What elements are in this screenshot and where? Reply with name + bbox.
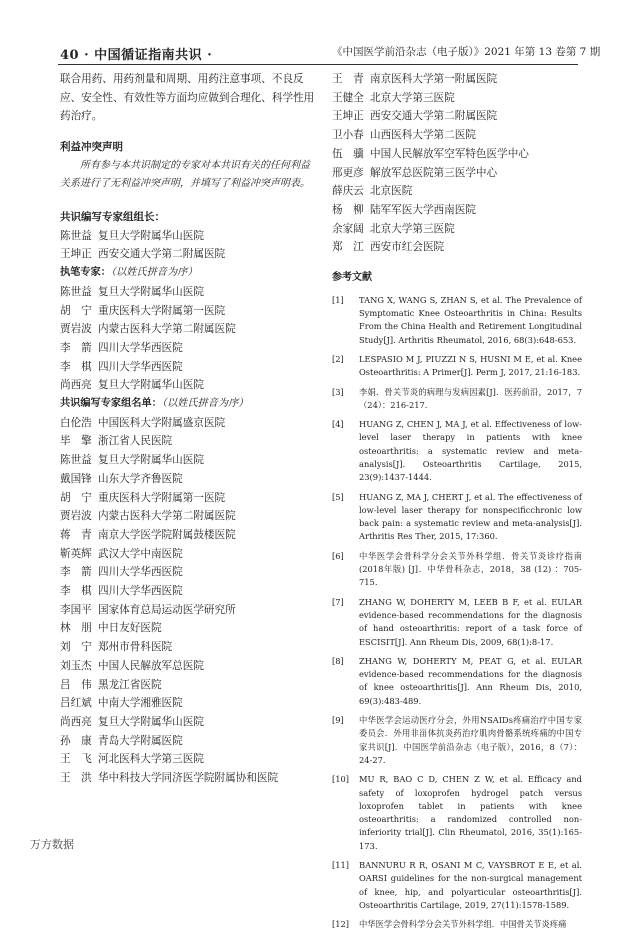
member-name: 毕 擎 — [60, 435, 92, 448]
reference-text: 中华医学会运动医疗分会，外用NSAIDs疼痛治疗中国专家委员会．外用非甾体抗炎药治疗肌肉骨骼系统疼痛的中国专家共识[J]．中国医学前沿杂志（电子版），2016，8（7）：24-27. — [359, 715, 582, 765]
member-name: 杨 柳 — [332, 203, 364, 216]
member-affiliation: 南京大学医学院附属鼓楼医院 — [98, 528, 236, 541]
member-affiliation: 四川大学华西医院 — [98, 585, 183, 598]
member-affiliation: 西安交通大学第二附属医院 — [370, 110, 498, 123]
authors-subtitle: （以姓氏拼音为序） — [110, 267, 198, 279]
member-name: 吕 伟 — [60, 678, 92, 691]
authors-list — [60, 283, 318, 395]
member-row — [60, 545, 318, 564]
member-affiliation: 国家体育总局运动医学研究所 — [98, 603, 236, 616]
member-affiliation: 中国人民解放军总医院 — [98, 659, 204, 672]
member-row — [60, 676, 318, 695]
authors-heading — [60, 264, 318, 283]
member-name: 王坤正 — [60, 248, 92, 261]
member-affiliation: 西安市红会医院 — [370, 241, 445, 254]
member-name: 陈世益 — [60, 285, 92, 298]
members-list — [60, 414, 318, 788]
member-name: 白伦浩 — [60, 416, 92, 429]
member-name: 余家阔 — [332, 222, 364, 235]
reference-number: [5] — [332, 491, 344, 502]
reference-text: TANG X, WANG S, ZHAN S, et al. The Prevalence of Symptomatic Knee Osteoarthritis in China: Results From the China Health and Retirement Longitudinal Study[J]. Arthritis Rheumatol, 2016, 68(3):648-653. — [359, 294, 582, 345]
member-row — [60, 339, 318, 358]
members-heading — [60, 395, 318, 414]
member-affiliation: 内蒙古医科大学第二附属医院 — [98, 323, 236, 336]
member-name: 王 洪 — [60, 772, 92, 785]
reference-number: [1] — [332, 294, 344, 305]
member-name: 靳英辉 — [60, 547, 92, 560]
member-row — [60, 657, 318, 676]
coi-title: 利益冲突声明 — [60, 141, 123, 154]
reference-text: ZHANG W, DOHERTY M, PEAT G, et al. EULAR evidence-based recommendations for the diagnosis of knee osteoarthritis[J]. Ann Rheum Dis, 2010, 69(3):483-489. — [359, 655, 582, 706]
member-row — [60, 582, 318, 601]
reference-number: [7] — [332, 596, 344, 607]
member-name: 贾岩波 — [60, 510, 92, 523]
page-header-left: 40 · 中国循证指南共识 · — [60, 48, 213, 63]
reference-text: 中华医学会骨科学分会关节外科学组．中国骨关节炎疼痛 — [359, 919, 567, 930]
member-name: 王 青 — [332, 73, 364, 85]
header-rule — [58, 64, 578, 65]
member-row — [332, 220, 582, 239]
member-affiliation: 青岛大学附属医院 — [98, 734, 183, 747]
member-name: 李 箭 — [60, 566, 92, 579]
member-name: 蒋 青 — [60, 528, 92, 541]
member-name: 王 飞 — [60, 753, 92, 766]
member-name: 陈世益 — [60, 229, 92, 242]
authors-title: 执笔专家： — [60, 267, 111, 279]
member-row — [60, 432, 318, 451]
reference-number: [9] — [332, 715, 344, 726]
member-name: 卫小春 — [332, 129, 364, 142]
member-row — [60, 694, 318, 713]
reference-number: [10] — [332, 774, 350, 785]
reference-text: LESPASIO M J, PIUZZI N S, HUSNI M E, et al. Knee Osteoarthritis: A Primer[J]. Perm J, 2017, 21:16-183. — [359, 353, 582, 378]
member-affiliation: 中南大学湘雅医院 — [98, 697, 183, 710]
member-name: 贾岩波 — [60, 323, 92, 336]
reference-item — [332, 859, 582, 912]
member-name: 尚西亮 — [60, 379, 92, 392]
member-name: 刘 宁 — [60, 641, 92, 654]
reference-item — [332, 353, 582, 380]
reference-number: [11] — [332, 860, 350, 871]
reference-text: 中华医学会骨科学分会关节外科学组．骨关节炎诊疗指南(2018年版) [J]．中华骨科杂志，2018，38 (12) ：705-715. — [359, 550, 582, 588]
coi-text: 所有参与本共识制定的专家对本共识有关的任何利益关系进行了无利益冲突声明，并填写了利益冲突声明表。 — [60, 159, 310, 190]
member-affiliation: 四川大学华西医院 — [98, 360, 183, 373]
member-row — [60, 769, 318, 788]
member-affiliation: 陆军军医大学西南医院 — [370, 203, 476, 216]
members-title: 共识编写专家组名单： — [60, 398, 162, 410]
reference-text: MU R, BAO C D, CHEN Z W, et al. Efficacy and safety of loxoprofen hydrogel patch versus loxoprofen tablet in patients with knee osteoarthritis: a randomized controlled non-inferiority trial[J]. Clin Rheumatol, 2016, 35(1):165-173. — [359, 774, 582, 851]
reference-item — [332, 596, 582, 649]
member-row — [332, 107, 582, 126]
member-affiliation: 复旦大学附属华山医院 — [98, 454, 204, 467]
member-row — [60, 619, 318, 638]
reference-text: 李娟．骨关节炎的病理与发病因素[J]．医药前沿，2017，7（24）：216-217. — [359, 386, 582, 410]
member-row — [332, 145, 582, 164]
reference-text: HUANG Z, CHEN J, MA J, et al. Effectiveness of low-level laser therapy in patients with knee osteoarthritis: a systematic review and meta-analysis[J]. Osteoarthritis Cartilage, 2015, 23(9):1437-1444. — [359, 419, 582, 483]
member-name: 李 棋 — [60, 585, 92, 598]
reference-text: BANNURU R R, OSANI M C, VAYSBROT E E, et al. OARSI guidelines for the non-surgical management of knee, hip, and polyarticular osteoarthritis[J]. Osteoarthritis Cartilage, 2019, 27(11):1578-1589. — [359, 860, 582, 910]
member-row — [60, 283, 318, 302]
reference-item — [332, 418, 582, 484]
member-affiliation: 北京大学第三医院 — [370, 91, 455, 104]
reference-item — [332, 918, 582, 931]
member-row — [60, 414, 318, 433]
intro-paragraph: 联合用药、用药剂量和周期、用药注意事项、不良反应、安全性、有效性等方面均应做到合理化、科学性用药治疗。 — [60, 73, 315, 123]
member-row — [60, 732, 318, 751]
reference-text: HUANG Z, MA J, CHERT J, et al. The effectiveness of low-level laser therapy for nonspecificchronic low back pain: a systematic review and meta-analysis[J]. Arthritis Res Ther, 2015, 17:360. — [359, 491, 582, 542]
member-affiliation: 武汉大学中南医院 — [98, 547, 183, 560]
left-column — [60, 70, 318, 788]
references-list — [332, 294, 582, 932]
member-name: 尚西亮 — [60, 715, 92, 728]
member-row — [60, 601, 318, 620]
member-affiliation: 重庆医科大学附属第一医院 — [98, 304, 226, 317]
member-affiliation: 解放军总医院第三医学中心 — [370, 166, 498, 179]
member-name: 刘玉杰 — [60, 659, 92, 672]
footer-watermark: 万方数据 — [30, 838, 74, 851]
member-name: 李国平 — [60, 603, 92, 616]
reference-item — [332, 294, 582, 347]
member-row — [60, 526, 318, 545]
member-row — [60, 713, 318, 732]
reference-item — [332, 550, 582, 590]
member-name: 王坤正 — [332, 110, 364, 123]
member-affiliation: 河北医科大学第三医院 — [98, 753, 204, 766]
member-name: 王健全 — [332, 91, 364, 104]
member-affiliation: 复旦大学附属华山医院 — [98, 715, 204, 728]
member-row — [332, 164, 582, 183]
reference-number: [2] — [332, 353, 344, 364]
reference-item — [332, 714, 582, 767]
member-row — [332, 70, 582, 89]
member-name: 伍 骥 — [332, 147, 364, 160]
member-affiliation: 中国人民解放军空军特色医学中心 — [370, 147, 529, 160]
group-leader-title: 共识编写专家组组长： — [60, 211, 165, 223]
member-affiliation: 复旦大学附属华山医院 — [98, 285, 204, 298]
group-leader-list — [60, 227, 318, 264]
member-affiliation: 华中科技大学同济医学院附属协和医院 — [98, 772, 279, 785]
reference-item — [332, 386, 582, 413]
members-list-continued — [332, 70, 582, 257]
member-affiliation: 中日友好医院 — [98, 622, 162, 635]
member-row — [60, 750, 318, 769]
member-affiliation: 内蒙古医科大学第二附属医院 — [98, 510, 236, 523]
right-column — [332, 70, 582, 938]
member-affiliation: 浙江省人民医院 — [98, 435, 173, 448]
reference-number: [12] — [332, 919, 350, 930]
member-name: 吕红斌 — [60, 697, 92, 710]
reference-number: [8] — [332, 655, 344, 666]
member-name: 胡 宁 — [60, 491, 92, 504]
page-header-right: 《中国医学前沿杂志（电子版）》2021 年第 13 卷第 7 期 — [332, 46, 601, 58]
member-name: 戴国锋 — [60, 472, 92, 485]
member-affiliation: 西安交通大学第二附属医院 — [98, 248, 226, 261]
member-row — [332, 89, 582, 108]
member-affiliation: 山东大学齐鲁医院 — [98, 472, 183, 485]
member-affiliation: 北京医院 — [370, 185, 413, 198]
member-affiliation: 重庆医科大学附属第一医院 — [98, 491, 226, 504]
member-name: 胡 宁 — [60, 304, 92, 317]
member-row — [60, 227, 318, 246]
member-row — [60, 245, 318, 264]
member-row — [60, 358, 318, 377]
member-row — [60, 470, 318, 489]
member-affiliation: 四川大学华西医院 — [98, 566, 183, 579]
member-row — [332, 126, 582, 145]
members-subtitle: （以姓氏拼音为序） — [161, 398, 249, 410]
member-row — [60, 376, 318, 395]
member-row — [332, 238, 582, 257]
member-name: 林 朋 — [60, 622, 92, 635]
references-title: 参考文献 — [332, 272, 372, 284]
member-affiliation: 南京医科大学第一附属医院 — [370, 73, 498, 85]
reference-item — [332, 773, 582, 853]
member-affiliation: 复旦大学附属华山医院 — [98, 379, 204, 392]
member-affiliation: 北京大学第三医院 — [370, 222, 455, 235]
member-row — [60, 451, 318, 470]
member-name: 邢更彦 — [332, 166, 364, 179]
member-affiliation: 四川大学华西医院 — [98, 341, 183, 354]
member-row — [332, 201, 582, 220]
member-name: 李 箭 — [60, 341, 92, 354]
member-affiliation: 山西医科大学第二医院 — [370, 129, 476, 142]
member-affiliation: 黑龙江省医院 — [98, 678, 162, 691]
member-affiliation: 郑州市骨科医院 — [98, 641, 173, 654]
member-row — [332, 182, 582, 201]
member-name: 孙 康 — [60, 734, 92, 747]
member-row — [60, 320, 318, 339]
member-name: 陈世益 — [60, 454, 92, 467]
member-row — [60, 507, 318, 526]
member-name: 李 棋 — [60, 360, 92, 373]
member-affiliation: 中国医科大学附属盛京医院 — [98, 416, 226, 429]
member-row — [60, 302, 318, 321]
reference-number: [6] — [332, 550, 344, 561]
member-name: 薛庆云 — [332, 185, 364, 198]
reference-number: [4] — [332, 419, 344, 430]
reference-item — [332, 491, 582, 544]
reference-item — [332, 655, 582, 708]
member-row — [60, 563, 318, 582]
reference-text: ZHANG W, DOHERTY M, LEEB B F, et al. EULAR evidence-based recommendations for the diagnosis of hand osteoarthritis: report of a task force of ESCISIT[J]. Ann Rheum Dis, 2009, 68(1):8-17. — [359, 596, 582, 647]
reference-number: [3] — [332, 386, 344, 397]
member-name: 郑 江 — [332, 241, 364, 254]
member-row — [60, 638, 318, 657]
member-affiliation: 复旦大学附属华山医院 — [98, 229, 204, 242]
member-row — [60, 489, 318, 508]
